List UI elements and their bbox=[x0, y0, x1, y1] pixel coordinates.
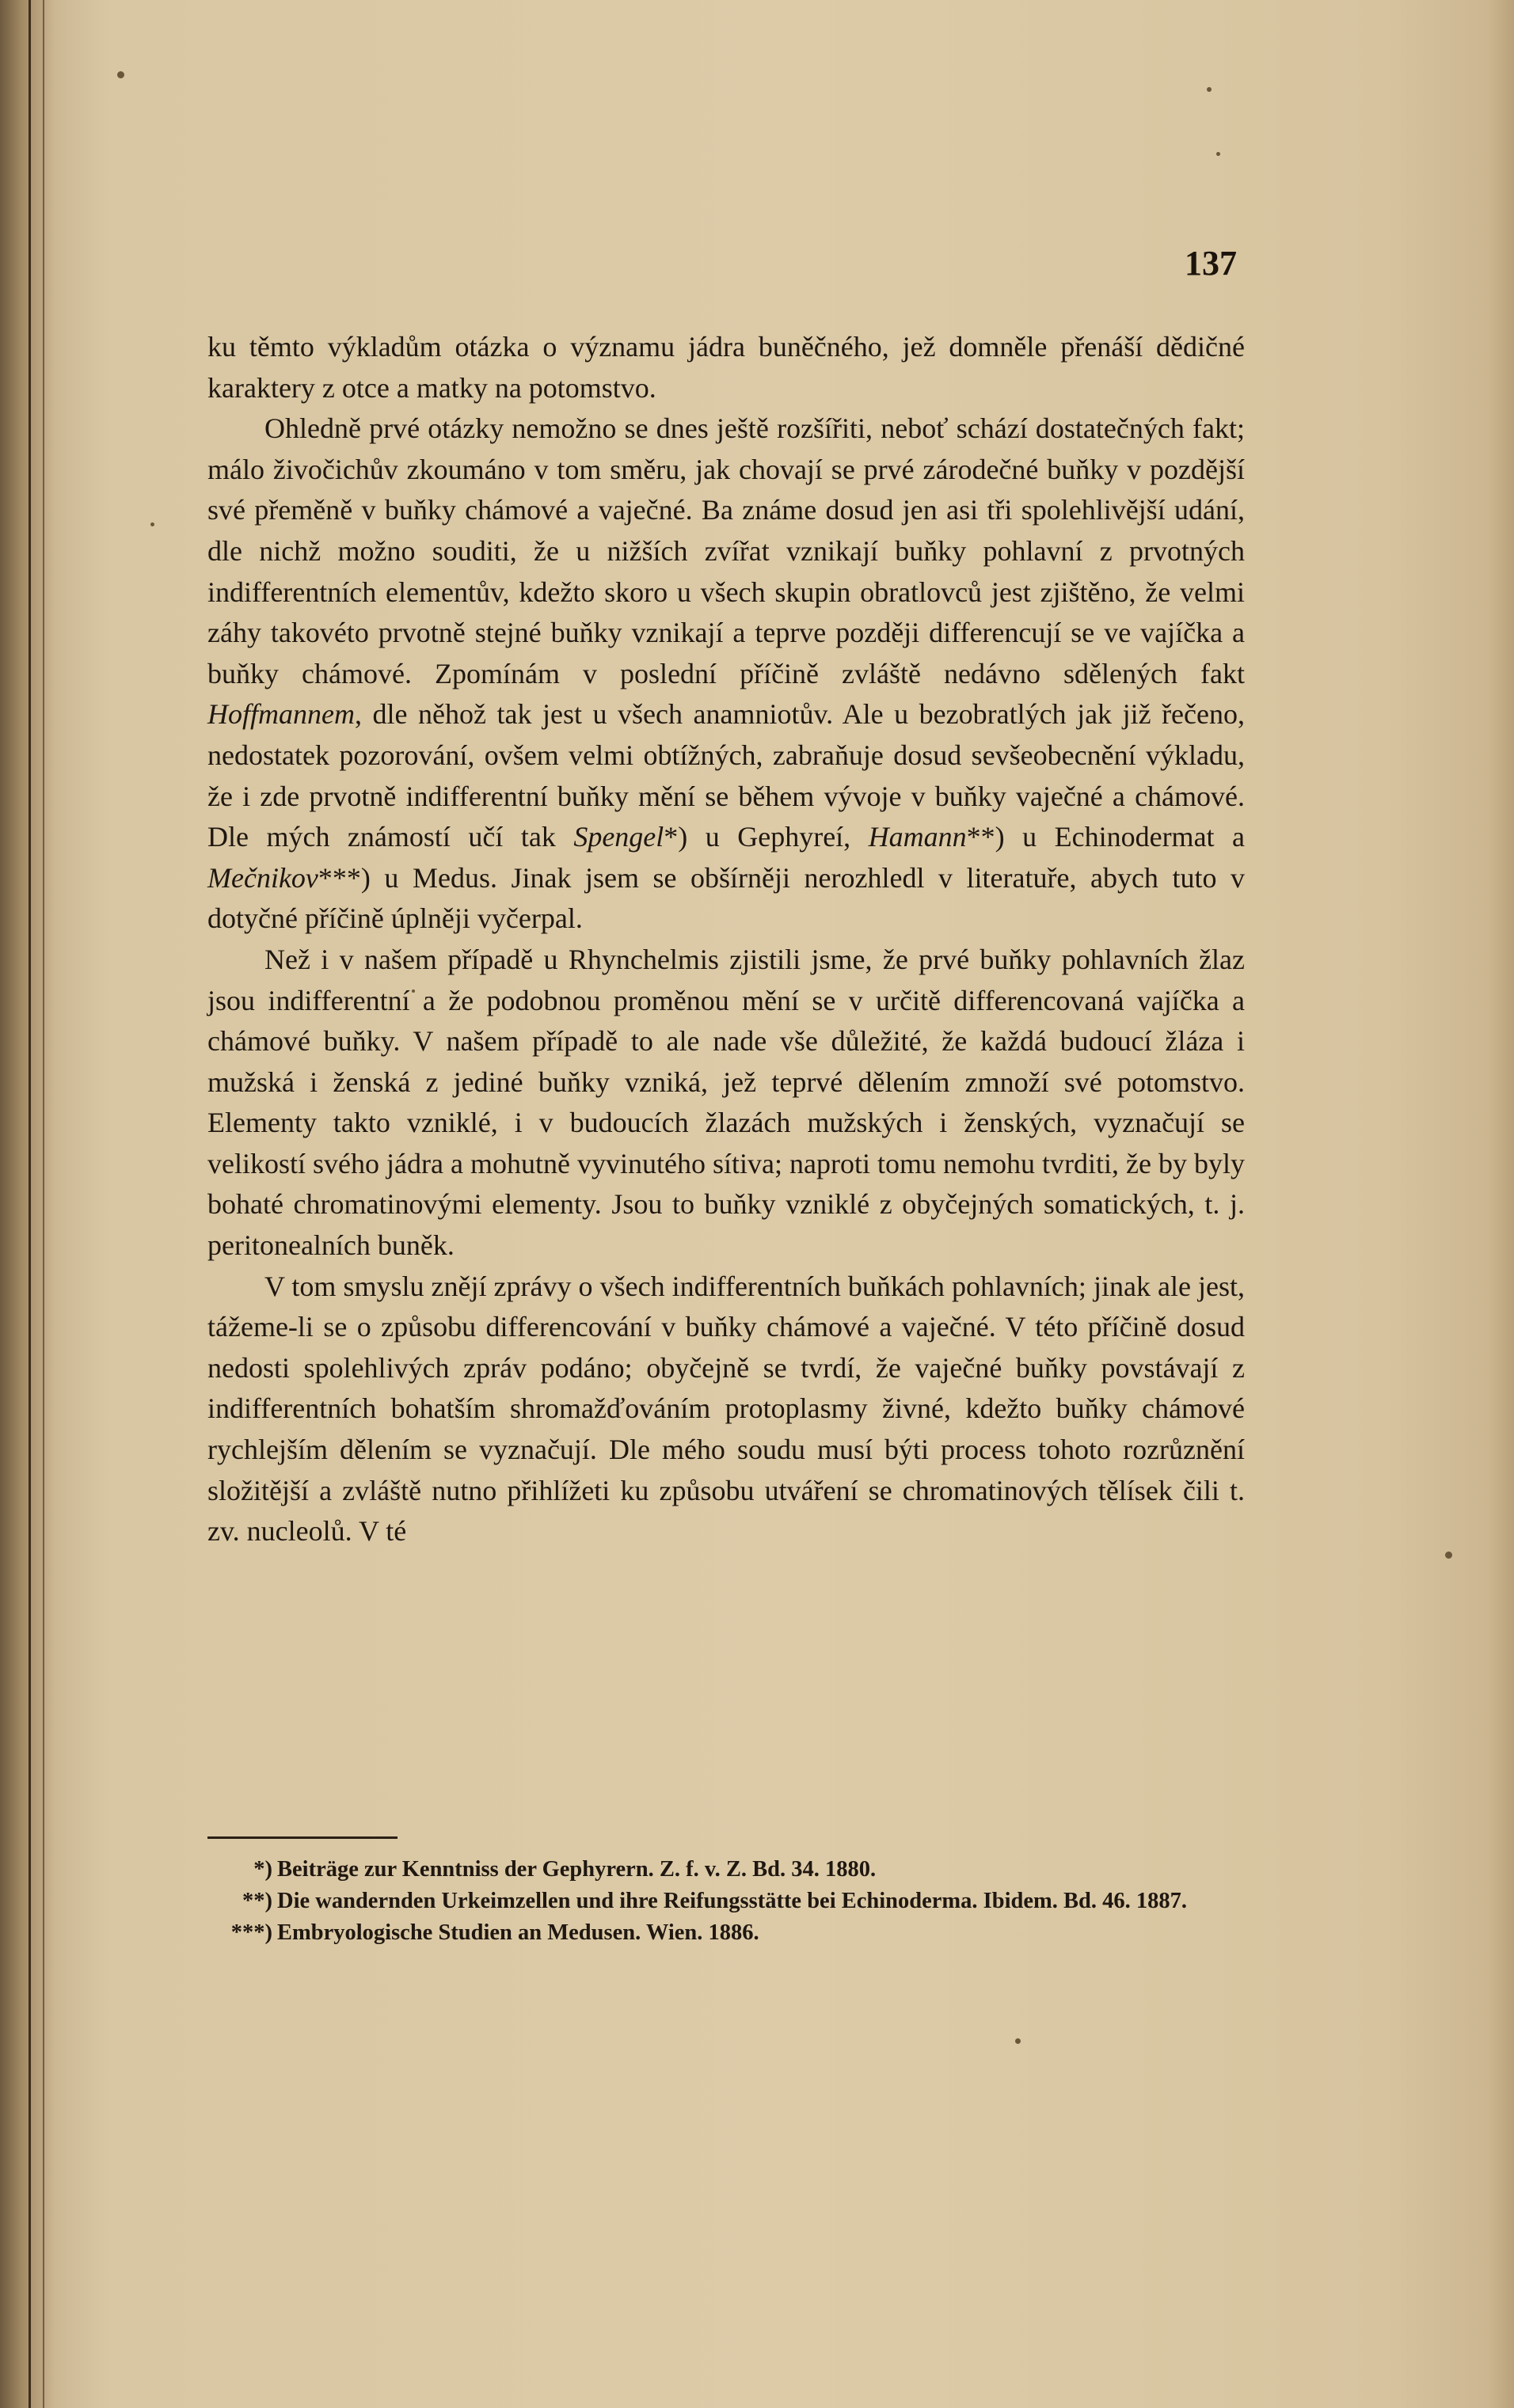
paragraph bbox=[207, 327, 1245, 408]
footnote-text: Beiträge zur Kenntniss der Gephyrern. Z. f. v. Z. Bd. 34. 1880. bbox=[277, 1857, 877, 1882]
text-run: Ohledně prvé otázky nemožno se dnes ještě rozšířiti, neboť schází dostatečných fakt; málo živočichův zkoumáno v tom směru, jak chovají se prvé zárodečné buňky v pozdější své přeměně v buňky chámové a vaječné. Ba známe dosud jen asi tři spolehlivější udání, dle nichž možno souditi, že u nižších zvířat vznikají buňky pohlavní z prvotných indifferentních elementův, kdežto skoro u všech skupin obratlovců jest zjištěno, že velmi záhy takovéto prvotně stejné buňky vznikají a teprve později differencují se ve vajíčka a buňky chámové. Zpomínám v poslední příčině zvláště nedávno sdělených fakt bbox=[207, 412, 1245, 689]
binding-edge-line bbox=[29, 0, 31, 2408]
text-run: **) u Echinodermat a bbox=[966, 821, 1246, 853]
text-run: V tom smyslu znějí zprávy o všech indifferentních buňkách pohlavních; jinak ale jest, tážeme-li se o způsobu differencování v buňky chámové a vaječné. V této příčině dosud nedosti spolehlivých zpráv podáno; obyčejně se tvrdí, že vaječné buňky povstávají z indifferentních bohatším shromažďováním protoplasmy živné, kdežto buňky chámové rychlejším dělením se vyznačují. Dle mého soudu musí býti process tohoto rozrůznění složitější a zvláště nutno přihlížeti ku způsobu utváření se chromatinových tělísek čili t. zv. nucleolů. V té bbox=[207, 1270, 1245, 1548]
text-run: , dle něhož tak jest u všech anamniotův. Ale u bezobratlých jak již řečeno, nedostatek pozorování, ovšem velmi obtížných, zabraňuje dosud sevšeobecnění výkladu, že i zde prvotně indifferentní buňky mění se během vývoje v buňky vaječné a chámové. Dle mých známostí učí tak bbox=[207, 698, 1245, 853]
footnote bbox=[238, 1854, 1243, 1886]
footnote-mark: *) bbox=[253, 1857, 272, 1882]
paper-speck bbox=[1015, 2038, 1021, 2044]
text-run: ku těmto výkladům otázka o významu jádra buněčného, jež domněle přenáší dědičné karaktery z otce a matky na potomstvo. bbox=[207, 331, 1245, 404]
paragraph bbox=[207, 940, 1245, 1267]
footnote-mark: ***) bbox=[230, 1920, 272, 1945]
binding-edge-line-inner bbox=[43, 0, 44, 2408]
text-run: Než i v našem případě u Rhynchelmis zjistili jsme, že prvé buňky pohlavních žlaz jsou indifferentní a že podobnou proměnou mění se v určitě differencovaná vajíčka a chámové buňky. V našem případě to ale nade vše důležité, že každá budoucí žláza i mužská i ženská z jediné buňky vzniká, jež teprvé dělením zmnoží své potomstvo. Elementy takto vzniklé, i v budoucích žlazách mužských i ženských, vyznačují se velikostí svého jádra a mohutně vyvinutého sítiva; naproti tomu nemohu tvrditi, že by byly bohaté chromatinovými elementy. Jsou to buňky vzniklé z obyčejných somatických, t. j. peritonealních buněk. bbox=[207, 943, 1245, 1262]
paper-speck bbox=[117, 71, 124, 78]
paper-speck bbox=[1207, 87, 1212, 92]
text-run: *) u Gephyreí, bbox=[664, 821, 869, 853]
page-number: 137 bbox=[1185, 244, 1237, 283]
text-run: ***) u Medus. Jinak jsem se obšírněji nerozhledl v literatuře, abych tuto v dotyčné příčině úplněji vyčerpal. bbox=[207, 861, 1245, 935]
italic-name: Hamann bbox=[868, 821, 967, 853]
paper-speck bbox=[1445, 1552, 1452, 1559]
footnote-mark: **) bbox=[242, 1889, 272, 1913]
italic-name: Mečnikov bbox=[207, 861, 318, 894]
footnote bbox=[238, 1886, 1243, 1917]
body-text bbox=[207, 327, 1245, 1552]
paper-speck bbox=[1216, 152, 1220, 156]
paper-speck bbox=[150, 522, 154, 526]
footnotes bbox=[230, 1854, 1243, 1949]
italic-name: Spengel bbox=[573, 821, 664, 853]
italic-name: Hoffmannem bbox=[207, 698, 355, 731]
paragraph bbox=[207, 408, 1245, 940]
footnote-text: Embryologische Studien an Medusen. Wien. 1886. bbox=[277, 1920, 759, 1945]
footnote bbox=[230, 1917, 1243, 1949]
footnote-text: Die wandernden Urkeimzellen und ihre Reifungsstätte bei Echinoderma. Ibidem. Bd. 46. 1887. bbox=[277, 1889, 1188, 1913]
footnote-divider bbox=[207, 1836, 398, 1839]
paragraph bbox=[207, 1267, 1245, 1552]
